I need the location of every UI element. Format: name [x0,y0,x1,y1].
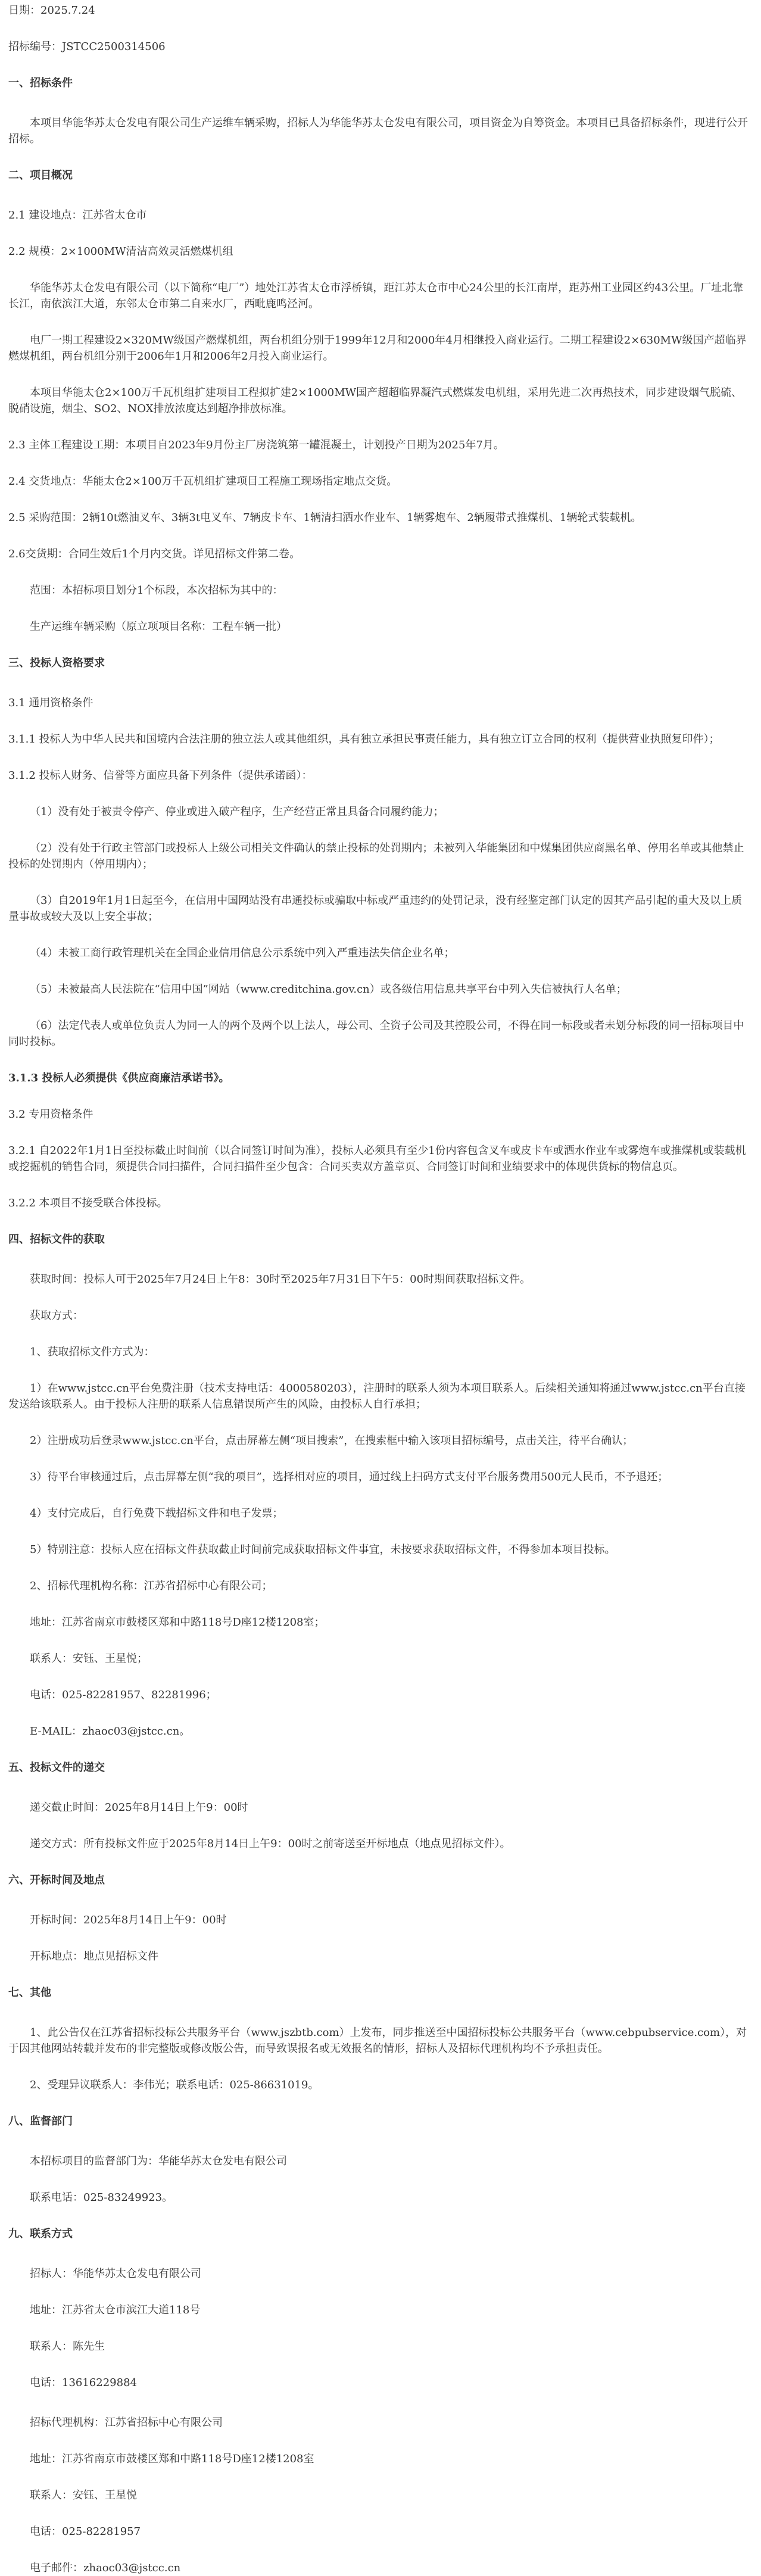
paragraph: 3.1.1 投标人为中华人民共和国境内合法注册的独立法人或其他组织，具有独立承担民事责任能力，具有独立订立合同的权利（提供营业执照复印件）； [8,733,720,746]
paragraph: 电厂一期工程建设2×320MW级国产燃煤机组，两台机组分别于1999年12月和2000年4月相继投入商业运行。二期工程建设2×630MW级国产超临界燃煤机组，两台机组分别于2006年1月和2006年2月投入商业运行。 [8,334,747,363]
paragraph: 3.1 通用资格条件 [8,697,93,709]
section-title-other: 七、其他 [8,1986,51,1999]
contact-address: 地址：江苏省太仓市滨江大道118号 [30,2304,201,2316]
paragraph: 地址：江苏省南京市鼓楼区郑和中路118号D座12楼1208室； [30,1616,325,1629]
paragraph: 1、此公告仅在江苏省招标投标公共服务平台（www.jszbtb.com）上发布，同步推送至中国招标投标公共服务平台（www.cebpubservice.com），对于因其他网站转载并发布的非完整版或修改版公告，而导致误报名或无效报名的情形，招标人及招标代理机构均不予承担责任。 [8,2026,747,2055]
contact-agency: 招标代理机构：江苏省招标中心有限公司 [30,2416,223,2429]
paragraph: 2）注册成功后登录www.jstcc.cn平台，点击屏幕左侧“项目搜索”，在搜索框中输入该项目招标编号，点击关注，待平台确认； [30,1434,634,1447]
paragraph: 3.1.2 投标人财务、信誉等方面应具备下列条件（提供承诺函）： [8,769,313,782]
paragraph: 1、获取招标文件方式为： [30,1346,155,1358]
section-title-contact: 九、联系方式 [8,2228,73,2240]
paragraph: （5）未被最高人民法院在“信用中国”网站（www.creditchina.gov.cn）或各级信用信息共享平台中列入失信被执行人名单； [30,983,627,996]
paragraph: 5）特别注意：投标人应在招标文件获取截止时间前完成获取招标文件事宜，未按要求获取招标文件，不得参加本项目投标。 [30,1543,616,1556]
section-title-project-overview: 二、项目概况 [8,169,73,182]
section-title-bid-opening: 六、开标时间及地点 [8,1874,105,1886]
paragraph: （6）法定代表人或单位负责人为同一人的两个及两个以上法人，母公司、全资子公司及其控股公司，不得在同一标段或者未划分标段的同一招标项目中同时投标。 [8,1019,744,1048]
paragraph: 生产运维车辆采购（原立项项目名称：工程车辆一批） [30,620,287,633]
paragraph: 2.1 建设地点：江苏省太仓市 [8,209,147,222]
paragraph: 2.2 规模：2×1000MW清洁高效灵活燃煤机组 [8,245,233,258]
paragraph: 本项目华能太仓2×100万千瓦机组扩建项目工程拟扩建2×1000MW国产超超临界凝汽式燃煤发电机组，采用先进二次再热技术，同步建设烟气脱硫、脱硝设施，烟尘、SO2、NOX排放浓度达到超净排放标准。 [8,386,743,415]
paragraph: 3.1.3 投标人必须提供《供应商廉洁承诺书》。 [8,1072,230,1084]
announcement-date: 日期：2025.7.24 [8,4,95,17]
paragraph: 联系人：安钰、王星悦； [30,1652,148,1665]
paragraph: 3）待平台审核通过后，点击屏幕左侧“我的项目”，选择相对应的项目，通过线上扫码方式支付平台服务费用500元人民币，不予退还； [30,1471,669,1483]
paragraph: 开标地点：地点见招标文件 [30,1950,158,1963]
paragraph: （3）自2019年1月1日起至今，在信用中国网站没有串通投标或骗取中标或严重违约的处罚记录，没有经鉴定部门认定的因其产品引起的重大及以上质量事故或较大及以上安全事故； [8,894,743,923]
paragraph: 2.6交货期：合同生效后1个月内交货。详见招标文件第二卷。 [8,548,301,560]
contact-agency-phone: 电话：025-82281957 [30,2525,141,2538]
paragraph: 4）支付完成后，自行免费下载招标文件和电子发票； [30,1507,283,1520]
paragraph: 本招标项目的监督部门为：华能华苏太仓发电有限公司 [30,2155,287,2168]
paragraph: 获取方式： [30,1309,83,1322]
paragraph: 3.2.2 本项目不接受联合体投标。 [8,1197,168,1209]
paragraph: 2、招标代理机构名称：江苏省招标中心有限公司； [30,1580,273,1592]
section-title-bidder-qualifications: 三、投标人资格要求 [8,657,105,669]
paragraph: 开标时间：2025年8月14日上午9：00时 [30,1914,227,1926]
paragraph: （4）未被工商行政管理机关在全国企业信用信息公示系统中列入严重违法失信企业名单； [30,947,455,959]
tender-number: 招标编号：JSTCC2500314506 [8,40,166,53]
paragraph: 3.2.1 自2022年1月1日至投标截止时间前（以合同签订时间为准），投标人必须具有至少1份内容包含叉车或皮卡车或洒水作业车或雾炮车或推煤机或装载机或挖掘机的销售合同，须提供合同扫描件，合同扫描件至少包含：合同买卖双方盖章页、合同签订时间和业绩要求中的体现供货标的物信息页。 [8,1144,746,1173]
paragraph: 递交方式：所有投标文件应于2025年8月14日上午9：00时之前寄送至开标地点（地点见招标文件）。 [30,1838,511,1850]
section-title-obtain-documents: 四、招标文件的获取 [8,1233,105,1246]
contact-person: 联系人：陈先生 [30,2340,105,2353]
contact-agency-email: 电子邮件：zhaoc03@jstcc.cn [30,2562,181,2574]
paragraph: 2.5 采购范围：2辆10t燃油叉车、3辆3t电叉车、7辆皮卡车、1辆清扫洒水作业车、1辆雾炮车、2辆履带式推煤机、1辆轮式装载机。 [8,512,642,524]
section-title-bid-submission: 五、投标文件的递交 [8,1761,105,1774]
paragraph: 本项目华能华苏太仓发电有限公司生产运维车辆采购，招标人为华能华苏太仓发电有限公司，项目资金为自筹资金。本项目已具备招标条件，现进行公开招标。 [8,117,748,145]
paragraph: 2、受理异议联系人：李伟光；联系电话：025-86631019。 [30,2079,319,2091]
paragraph: 2.4 交货地点：华能太仓2×100万千瓦机组扩建项目工程施工现场指定地点交货。 [8,475,398,488]
paragraph: 电话：025-82281957、82281996； [30,1689,217,1701]
contact-agency-address: 地址：江苏省南京市鼓楼区郑和中路118号D座12楼1208室 [30,2453,314,2465]
paragraph: E-MAIL：zhaoc03@jstcc.cn。 [30,1725,191,1738]
contact-phone: 电话：13616229884 [30,2377,137,2389]
paragraph: 3.2 专用资格条件 [8,1108,93,1121]
paragraph: 范围：本招标项目划分1个标段，本次招标为其中的： [30,584,283,597]
contact-agency-person: 联系人：安钰、王星悦 [30,2489,137,2502]
section-title-tender-conditions: 一、招标条件 [8,77,73,89]
paragraph: 递交截止时间：2025年8月14日上午9：00时 [30,1801,248,1814]
section-title-supervision: 八、监督部门 [8,2115,73,2128]
paragraph: 华能华苏太仓发电有限公司（以下简称“电厂”）地处江苏省太仓市浮桥镇，距江苏太仓市中心24公里的长江南岸，距苏州工业园区约43公里。厂址北靠长江，南依滨江大道，东邻太仓市第二自来水厂，西毗鹿鸣泾河。 [8,282,744,310]
contact-tenderer: 招标人：华能华苏太仓发电有限公司 [30,2268,201,2280]
paragraph: 联系电话：025-83249923。 [30,2191,173,2204]
paragraph: 2.3 主体工程建设工期：本项目自2023年9月份主厂房浇筑第一罐混凝土，计划投产日期为2025年7月。 [8,439,504,451]
paragraph: 1）在www.jstcc.cn平台免费注册（技术支持电话：4000580203），注册时的联系人须为本项目联系人。后续相关通知将通过www.jstcc.cn平台直接发送给该联系人。由于投标人注册的联系人信息错误所产生的风险，由投标人自行承担； [8,1382,746,1411]
paragraph: （2）没有处于行政主管部门或投标人上级公司相关文件确认的禁止投标的处罚期内；未被列入华能集团和中煤集团供应商黑名单、停用名单或其他禁止投标的处罚期内（停用期内）； [8,842,744,871]
paragraph: （1）没有处于被责令停产、停业或进入破产程序，生产经营正常且具备合同履约能力； [30,806,444,818]
paragraph: 获取时间：投标人可于2025年7月24日上午8：30时至2025年7月31日下午5：00时期间获取招标文件。 [30,1273,531,1286]
